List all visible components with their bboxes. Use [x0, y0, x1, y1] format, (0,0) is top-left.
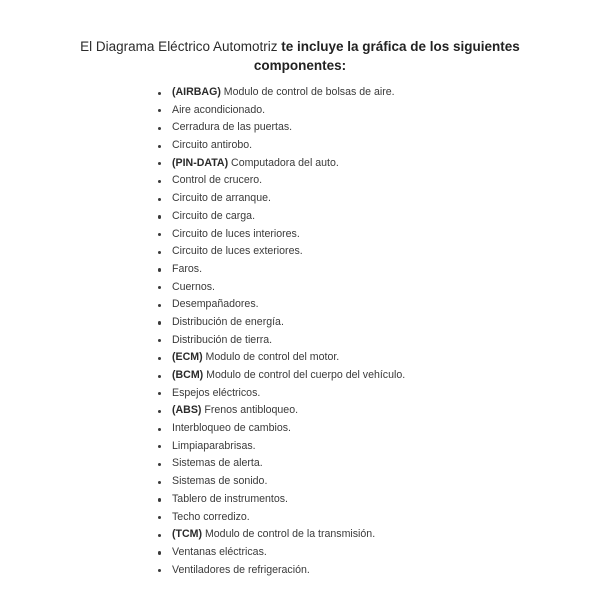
bullet-icon [158, 198, 161, 201]
bullet-icon [158, 375, 161, 378]
bullet-icon [158, 445, 161, 448]
bullet-icon [158, 286, 161, 289]
bullet-icon [158, 180, 161, 183]
intro-heading [60, 37, 540, 75]
bullet-icon [158, 268, 161, 271]
list-item [158, 208, 405, 226]
item-tag: (BCM) [172, 369, 204, 381]
item-text: Faros. [172, 262, 203, 275]
item-text: Modulo de control del cuerpo del vehículo. [203, 369, 406, 381]
item-text: Distribución de energía. [172, 315, 284, 328]
item-tag: (PIN-DATA) [172, 156, 229, 169]
item-text: Ventanas eléctricas. [172, 545, 267, 558]
bullet-icon [158, 410, 161, 413]
list-item [158, 137, 405, 155]
item-text: Frenos antibloqueo. [201, 404, 299, 417]
list-item [158, 402, 405, 420]
list-item [158, 172, 405, 190]
list-item [158, 84, 405, 102]
list-item [158, 420, 405, 438]
list-item [158, 544, 405, 562]
list-item [158, 349, 405, 367]
list-item [158, 491, 405, 509]
bullet-icon [158, 321, 161, 324]
list-item [158, 155, 405, 173]
list-item [158, 261, 405, 279]
list-item [158, 119, 405, 137]
item-text: Techo corredizo. [172, 510, 250, 523]
list-item [158, 332, 405, 350]
item-text: Espejos eléctricos. [172, 386, 261, 399]
item-text: Circuito de luces interiores. [172, 227, 300, 240]
item-text: Aire acondicionado. [172, 103, 266, 116]
list-item [158, 509, 405, 527]
item-text: Circuito de luces exteriores. [172, 245, 303, 258]
item-text: Limpiaparabrisas. [172, 439, 256, 452]
list-item [158, 438, 405, 456]
bullet-icon [158, 233, 161, 236]
bullet-icon [158, 569, 161, 572]
bullet-icon [158, 463, 161, 466]
list-item [158, 243, 405, 261]
item-text: Desempañadores. [172, 298, 259, 311]
heading-bold-text: te incluye la gráfica de los siguientes componentes: [253, 39, 520, 73]
bullet-icon [158, 162, 161, 165]
item-text: Cerradura de las puertas. [172, 121, 293, 134]
bullet-icon [158, 145, 161, 148]
heading-plain-text: El Diagrama Eléctrico Automotriz [80, 39, 282, 54]
item-tag: (AIRBAG) [172, 86, 221, 98]
bullet-icon [158, 498, 161, 501]
bullet-icon [158, 357, 161, 360]
bullet-icon [158, 551, 161, 554]
item-text: Modulo de control del motor. [202, 351, 340, 364]
list-item [158, 385, 405, 403]
bullet-icon [158, 304, 161, 307]
item-text: Modulo de control de la transmisión. [202, 528, 376, 541]
item-tag: (ECM) [172, 351, 203, 364]
bullet-icon [158, 534, 161, 537]
bullet-icon [158, 215, 161, 218]
list-item [158, 562, 405, 580]
list-item [158, 526, 405, 544]
item-text: Interbloqueo de cambios. [172, 422, 291, 435]
bullet-icon [158, 428, 161, 431]
bullet-icon [158, 339, 161, 342]
bullet-icon [158, 392, 161, 395]
item-text: Tablero de instrumentos. [172, 492, 289, 505]
components-list [158, 84, 405, 579]
item-text: Sistemas de sonido. [172, 475, 268, 488]
bullet-icon [158, 109, 161, 112]
item-text: Circuito antirobo. [172, 139, 253, 152]
bullet-icon [158, 127, 161, 130]
bullet-icon [158, 251, 161, 254]
item-text: Ventiladores de refrigeración. [172, 563, 310, 576]
list-item [158, 226, 405, 244]
item-text: Circuito de arranque. [172, 192, 271, 205]
bullet-icon [158, 92, 161, 95]
list-item [158, 314, 405, 332]
item-text: Control de crucero. [172, 174, 263, 187]
list-item [158, 473, 405, 491]
list-item [158, 190, 405, 208]
item-text: Modulo de control de bolsas de aire. [220, 86, 395, 98]
list-item [158, 296, 405, 314]
list-item [158, 367, 405, 385]
item-text: Computadora del auto. [228, 156, 339, 169]
item-text: Cuernos. [172, 280, 215, 293]
list-item [158, 102, 405, 120]
item-tag: (ABS) [172, 404, 202, 417]
item-text: Distribución de tierra. [172, 333, 273, 346]
list-item [158, 455, 405, 473]
item-text: Circuito de carga. [172, 209, 256, 222]
item-text: Sistemas de alerta. [172, 457, 263, 470]
bullet-icon [158, 516, 161, 519]
list-item [158, 279, 405, 297]
item-tag: (TCM) [172, 528, 203, 541]
bullet-icon [158, 481, 161, 484]
